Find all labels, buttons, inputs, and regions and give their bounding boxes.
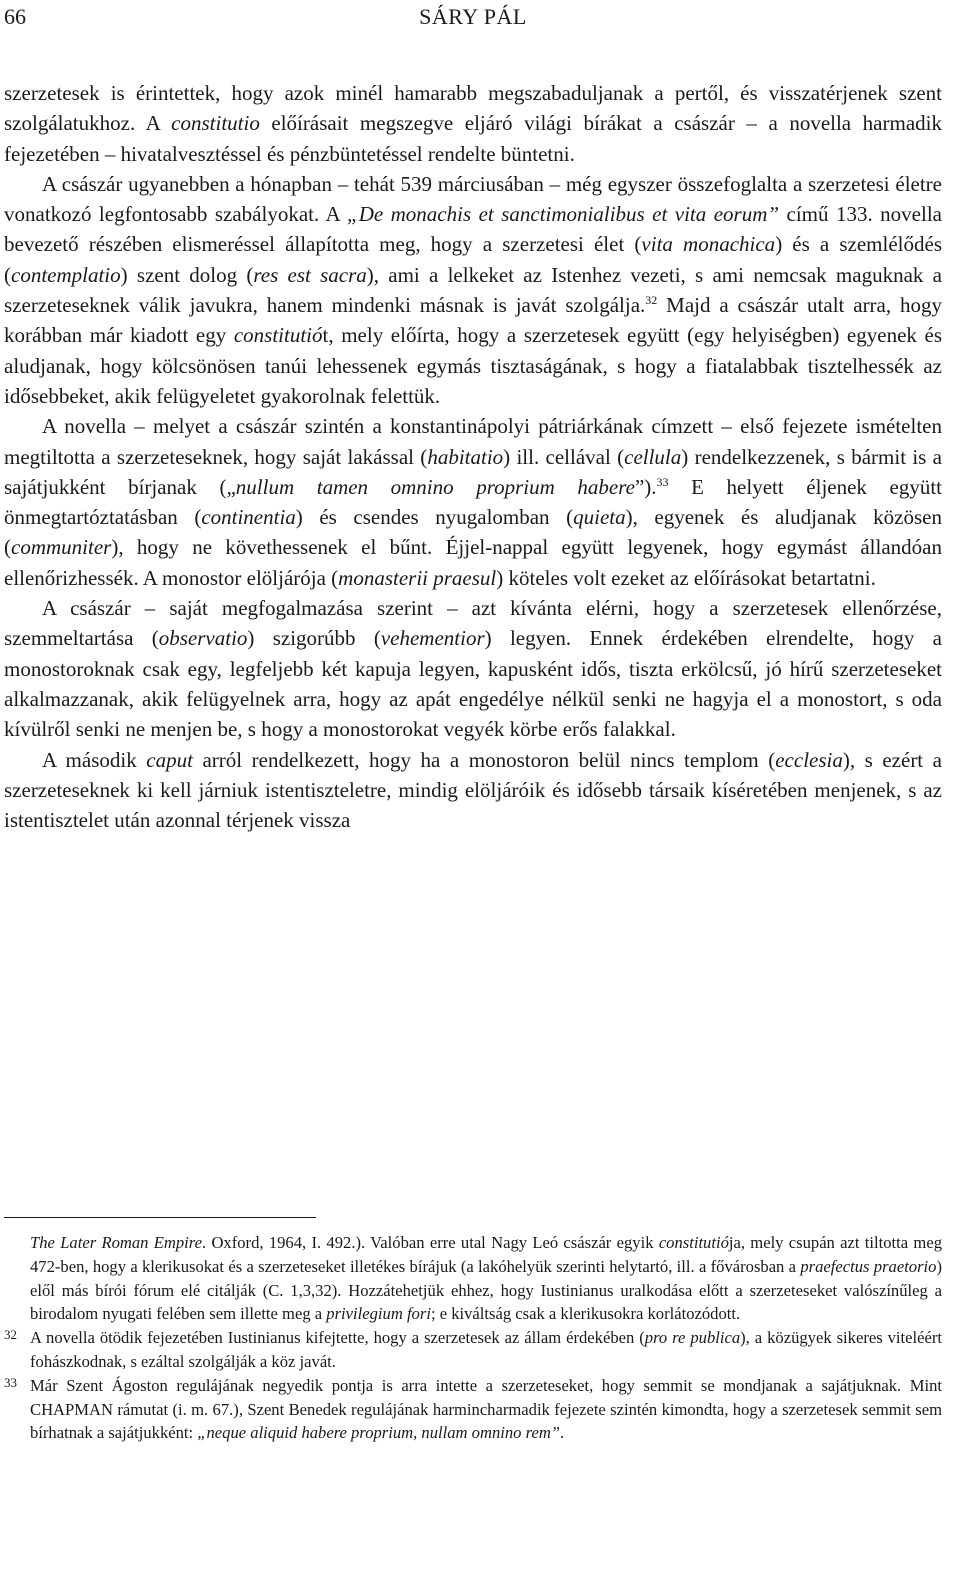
text-run: A második	[42, 747, 147, 772]
text-run: A császár ugyanebben a hónapban – tehát 539 márciusában – még egyszer összefoglalta a szerzetesi életre vonatkozó legfontosabb szabályokat. A	[4, 171, 942, 227]
paragraph-4	[4, 593, 942, 744]
body-text	[4, 78, 942, 835]
footnotes	[4, 1231, 942, 1445]
footnote-ref-33[interactable]: 33	[656, 474, 669, 489]
latin-term: ecclesia	[775, 747, 843, 772]
text-run: ), ami a lelkeket az Istenhez vezeti, s ami nemcsak maguknak a szerzeteseknek válik javukra, hanem mindenki másnak is javát szolgálja.	[4, 262, 942, 318]
latin-term: caput	[146, 747, 193, 772]
text-run: arról rendelkezett, hogy ha a monostoron belül nincs templom (	[192, 747, 776, 772]
latin-term: constitutió	[658, 1233, 729, 1252]
footnote-divider	[4, 1217, 316, 1218]
page-number: 66	[4, 4, 26, 29]
text-run: ), s ezért a szerzeteseknek ki kell járniuk istentiszteletre, mindig elöljáróik és idősebb társaik kíséretében menjenek, s az istentisztelet után azonnal térjenek vissza	[4, 747, 943, 833]
text-run: ”).	[634, 474, 657, 499]
text-run: A novella – melyet a császár szintén a konstantinápolyi pátriárkának címzett – első fejezete ismételten megtiltotta a szerzeteseknek, hogy saját lakással (	[4, 414, 942, 469]
text-run: ; e kiváltság csak a klerikusokra korlátozódott.	[430, 1304, 741, 1324]
latin-quote: „neque aliquid habere proprium, nullam omnino rem”	[197, 1423, 561, 1443]
text-run: ) szigorúbb (	[247, 626, 381, 651]
latin-term: observatio	[158, 626, 248, 651]
text-run: ) legyen. Ennek érdekében elrendelte, hogy a monostoroknak csak egy, legfeljebb két kapuja legyen, kapusként idős, tiszta erkölcsű, jó hírű szerzeteseket alkalmazzanak, akik felügyelnek arra, hogy az apát engedélye nélkül senki ne hagyja el a monostort, s oda kívülről senki ne menjen be, s hogy a monostorokat vegyék körbe erős falakkal.	[4, 626, 942, 742]
latin-term: contemplatio	[11, 262, 121, 287]
text-run: ), egyenek és aludjanak közösen (	[4, 505, 942, 560]
latin-term: monasterii praesul	[338, 565, 497, 590]
text-run: ) elől más bírói fórum elé citálják (C. 1,3,32). Hozzátehetjük ehhez, hogy Iustinianus uralkodása előtt a szerzeteseket valószínűleg a birodalom nyugati felében sem illette meg a	[30, 1256, 942, 1324]
running-header	[0, 4, 946, 34]
text-run: ) rendelkezzenek, s bármit is a sajátjukként bírjanak („	[4, 444, 942, 499]
text-run: ) és csendes nyugalomban (	[295, 505, 574, 530]
text-run: ) köteles volt ezeket az előírásokat betartatni.	[496, 565, 876, 590]
text-run: ) és a szemlélődés (	[4, 232, 942, 287]
text-run: .	[560, 1423, 565, 1443]
text-run: szerzetesek is érintettek, hogy azok minél hamarabb megszabaduljanak a pertől, és visszatérjenek szent szolgálatukhoz. A	[4, 81, 942, 136]
footnote-number: 32	[4, 1327, 17, 1343]
running-title: SÁRY PÁL	[419, 4, 527, 29]
paragraph-2	[4, 169, 942, 411]
latin-term: cellula	[624, 444, 682, 469]
author-name: CHAPMAN	[30, 1399, 113, 1419]
text-run: rámutat (i. m. 67.), Szent Benedek regulájának harmincharmadik fejezete szintén kimondta, hogy a szerzetesek semmit sem bírhatnak a sajátjukként:	[30, 1399, 942, 1443]
text-run: ja, mely csupán azt tiltotta meg 472-ben, hogy a klerikusokat és a szerzeteseket illetékes bírájuk (a lakóhelyük szerinti helytartó, ill. a fővárosban a	[30, 1233, 942, 1276]
latin-term: vehementior	[380, 626, 485, 651]
text-run: című 133. novella bevezető részében elismeréssel állapította meg, hogy a szerzetesi élet (	[4, 202, 942, 257]
latin-term: constitutio	[171, 111, 260, 136]
text-run: E helyett éljenek együtt önmegtartóztatásban (	[4, 474, 943, 530]
text-run: A novella ötödik fejezetében Iustinianus kifejtette, hogy a szerzetesek az állam érdekében (	[30, 1328, 645, 1348]
latin-quote: nullum tamen omnino proprium habere	[235, 474, 635, 499]
text-run: t, mely előírta, hogy a szerzetesek együtt (egy helyiségben) egyenek és aludjanak, hogy kölcsönösen tanúi lehessenek egymás tisztaságának, s hogy a fiatalabbak tisztelhessék az idősebbeket, akik felügyeletet gyakorolnak felettük.	[4, 323, 942, 408]
latin-title: „De monachis et sanctimonialibus et vita eorum”	[347, 202, 780, 227]
paragraph-1	[4, 78, 942, 169]
text-run: A császár – saját megfogalmazása szerint – azt kívánta elérni, hogy a szerzetesek ellenőrzése, szemmeltartása (	[4, 596, 942, 651]
footnote-number: 33	[4, 1374, 17, 1390]
book-title: The Later Roman Empire	[30, 1233, 202, 1252]
latin-term: pro re publica	[644, 1328, 741, 1348]
latin-term: constitutió	[233, 323, 323, 348]
text-run: Majd a császár utalt arra, hogy korábban már kiadott egy	[4, 293, 942, 348]
footnote-32	[4, 1326, 942, 1374]
latin-term: habitatio	[427, 444, 504, 469]
text-run: . Oxford, 1964, I. 492.). Valóban erre utal Nagy Leó császár egyik	[202, 1233, 659, 1252]
paragraph-3	[4, 411, 942, 593]
latin-term: privilegium fori	[326, 1304, 431, 1324]
text-run: ), a közügyek sikeres viteléért fohászkodnak, s ezáltal szolgálják a köz javát.	[30, 1328, 942, 1371]
latin-term: communiter	[11, 535, 112, 560]
latin-term: continentia	[201, 505, 296, 530]
text-run: Már Szent Ágoston regulájának negyedik pontja is arra intette a szerzeteseket, hogy semmit se mondjanak a sajátjuknak. Mint	[30, 1375, 942, 1395]
text-run: ) ill. cellával (	[503, 444, 625, 469]
footnote-ref-32[interactable]: 32	[645, 293, 658, 308]
text-run: ) szent dolog (	[120, 262, 254, 287]
latin-term: vita monachica	[641, 232, 776, 257]
latin-term: quieta	[573, 505, 626, 530]
latin-term: res est sacra	[253, 262, 367, 287]
paragraph-5	[4, 745, 942, 836]
footnote-33	[4, 1374, 942, 1445]
text-run: ), hogy ne követhessenek el bűnt. Éjjel-nappal együtt legyenek, hogy egymást állandóan ellenőrizhessék. A monostor elöljárója (	[4, 535, 942, 590]
text-run: előírásait megszegve eljáró világi bírákat a császár – a novella harmadik fejezetében – hivatalvesztéssel és pénzbüntetéssel rendelte büntetni.	[4, 111, 942, 166]
latin-term: praefectus praetorio	[800, 1256, 937, 1276]
footnote-continuation	[4, 1231, 942, 1326]
